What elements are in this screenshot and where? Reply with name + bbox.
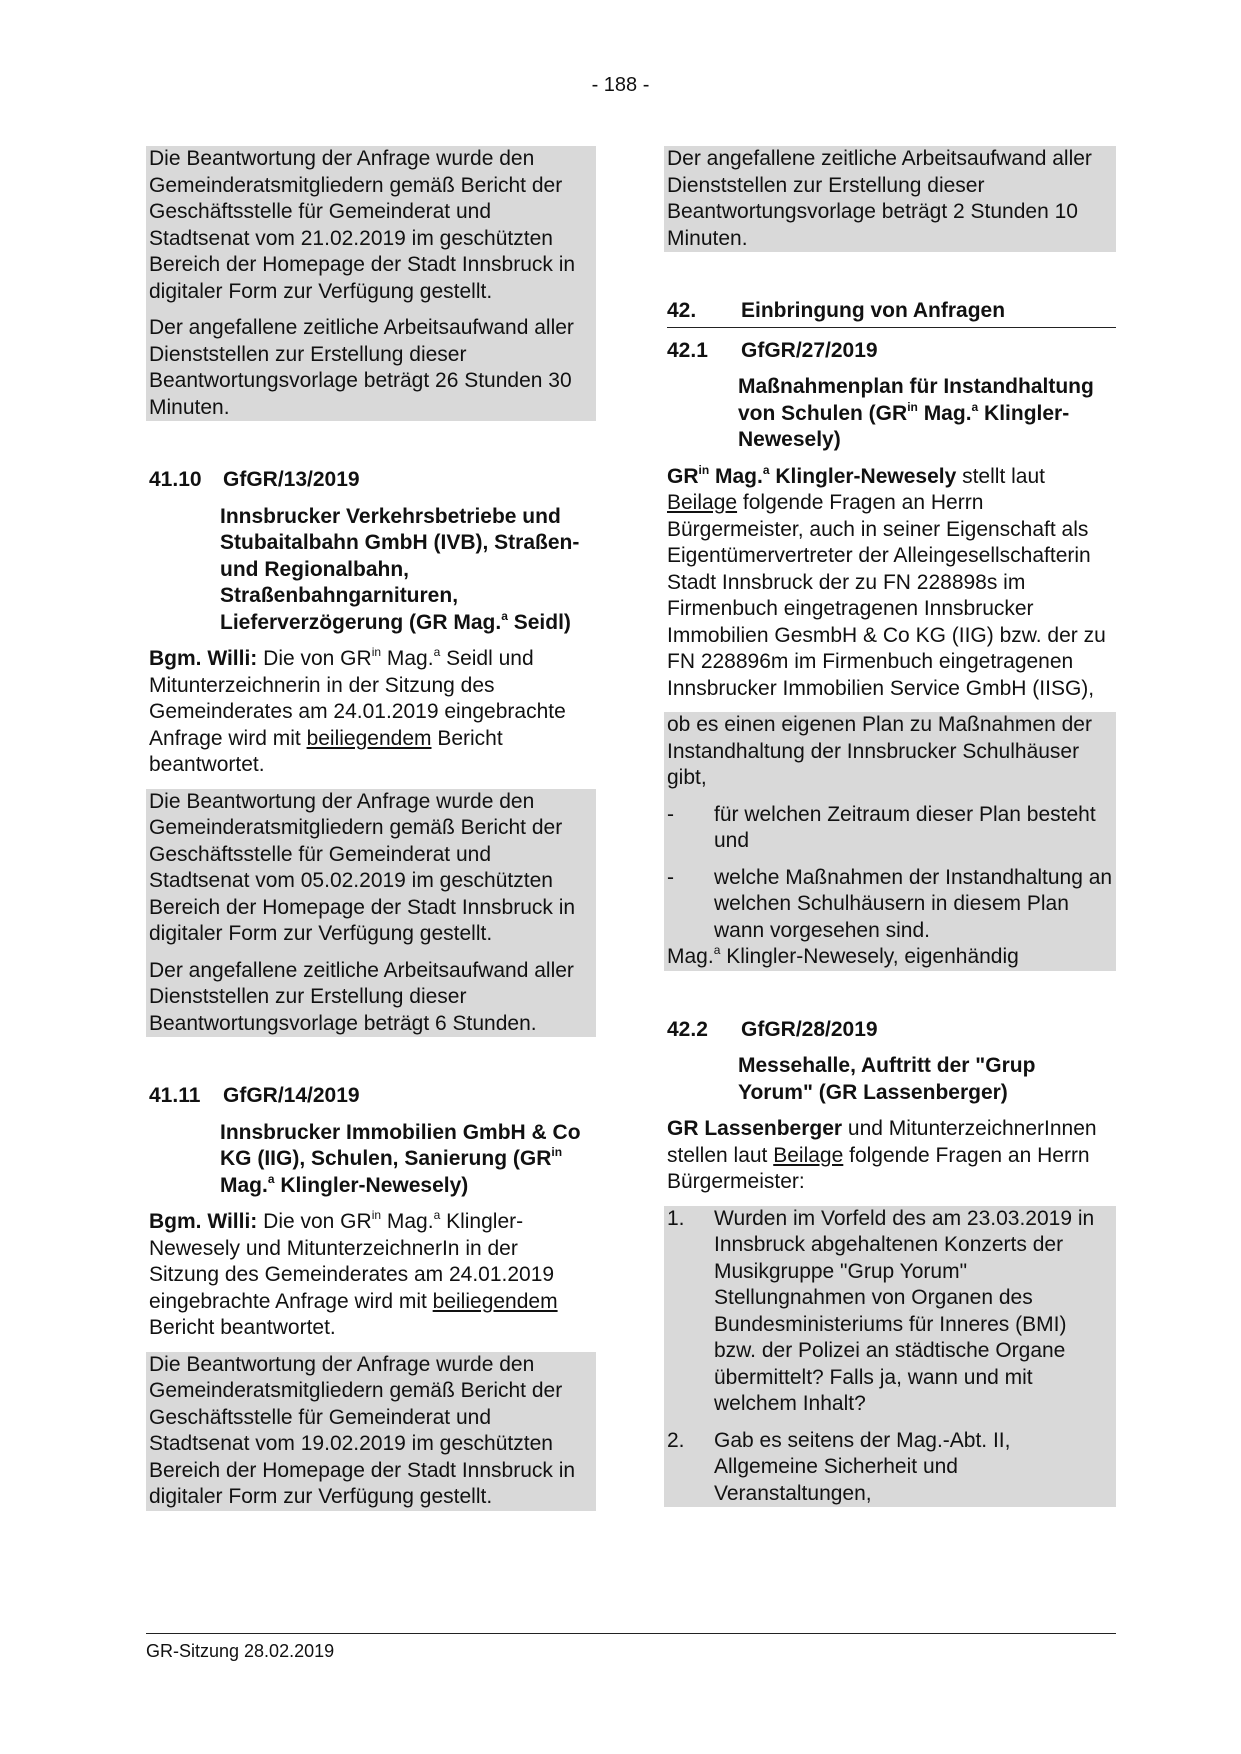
section-number: 42.1 <box>667 338 708 362</box>
chapter-number: 42. <box>667 299 697 322</box>
request-text: Bgm. Willi: Die von $GR^{in}$ Mag.$^a$ Klingler-Newesely und MitunterzeichnerIn in der Sitzung des Gemeinderates am 24.01.2019 eingebrachte Anfrage wird mit beiliegendem Bericht beantwortet. <box>149 1208 558 1339</box>
question-block <box>664 712 1116 971</box>
right-column <box>664 146 1116 1507</box>
section-header <box>667 1017 1116 1044</box>
request-text: $GR^{in}$ Mag.$^a$ Klingler-Newesely stellt laut Beilage folgende Fragen an Herrn Bürgermeister, auch in seiner Eigenschaft als Eigentümervertreter der Alleingesellschafterin Stadt Innsbruck der zu FN 228898s im Firmenbuch eingetragenen Innsbrucker Immobilien GesmbH & Co KG (IIG) bzw. der zu FN 228896m im Firmenbuch eingetragenen Innsbrucker Immobilien Service GmbH (IISG), <box>667 462 1106 700</box>
section-ref: GfGR/13/2019 <box>223 468 360 491</box>
question-text: Gab es seitens der Mag.-Abt. II, Allgemeine Sicherheit und Veranstaltungen, <box>714 1428 1011 1505</box>
page-number: - 188 - <box>591 74 650 96</box>
chapter-title: Einbringung von Anfragen <box>741 299 1006 322</box>
section-title: Messehalle, Auftritt der "Grup Yorum" (GR Lassenberger) <box>738 1054 1036 1104</box>
effort-text: Der angefallene zeitliche Arbeitsaufwand aller Dienststellen zur Erstellung dieser Beantwortungsvorlage beträgt 2 Stunden 10 Minuten. <box>667 147 1092 250</box>
list-item <box>667 802 1113 855</box>
answer-block <box>146 146 596 421</box>
answer-block <box>146 1352 596 1511</box>
left-column <box>146 146 596 1511</box>
enclosure-link[interactable]: Beilage <box>773 1143 844 1167</box>
section-title: Maßnahmenplan für Instandhaltung von Schulen ($GR^{in}$ Mag.$^a$ Klingler-Newesely) <box>738 375 1094 451</box>
request-text: Bgm. Willi: Die von $GR^{in}$ Mag.$^a$ Seidl und Mitunterzeichnerin in der Sitzung des Gemeinderates am 24.01.2019 eingebrachte Anfrage wird mit beiliegendem Bericht beantwortet. <box>149 645 566 776</box>
speaker: Bgm. Willi: <box>149 647 258 670</box>
numbered-question <box>667 1428 1113 1508</box>
section-header <box>149 467 596 494</box>
section-number: 41.11 <box>149 1084 201 1107</box>
answer-text: Die Beantwortung der Anfrage wurde den Gemeinderatsmitgliedern gemäß Bericht der Geschäftsstelle für Gemeinderat und Stadtsenat vom 05.02.2019 im geschützten Bereich der Homepage der Stadt Innsbruck in digitaler Form zur Verfügung gestellt. <box>149 789 576 945</box>
question-number: 1. <box>667 1206 685 1230</box>
question-text: Wurden im Vorfeld des am 23.03.2019 in Innsbruck abgehaltenen Konzerts der Musikgruppe "Grup Yorum" Stellungnahmen von Organen des Bundesministeriums für Inneres (BMI) bzw. der Polizei an städtische Organe übermittelt? Falls ja, wann und mit welchem Inhalt? <box>714 1206 1095 1415</box>
section-number: 41.10 <box>149 468 202 491</box>
question-intro: ob es einen eigenen Plan zu Maßnahmen der Instandhaltung der Innsbrucker Schulhäuser gibt, <box>667 713 1092 789</box>
answer-block <box>146 789 596 1038</box>
dash-bullet: - <box>667 802 674 826</box>
effort-block <box>664 146 1116 252</box>
answer-text: Die Beantwortung der Anfrage wurde den Gemeinderatsmitgliedern gemäß Bericht der Geschäftsstelle für Gemeinderat und Stadtsenat vom 19.02.2019 im geschützten Bereich der Homepage der Stadt Innsbruck in digitaler Form zur Verfügung gestellt. <box>149 1352 576 1508</box>
speaker: GR Lassenberger <box>667 1117 843 1140</box>
section-title: Innsbrucker Verkehrsbetriebe und Stubaitalbahn GmbH (IVB), Straßen- und Regionalbahn, Straßenbahngarnituren, Lieferverzögerung (GR Mag.$^a$ Seidl) <box>220 504 580 634</box>
list-item <box>667 865 1113 945</box>
section-number: 42.2 <box>667 1017 708 1041</box>
page-footer: GR-Sitzung 28.02.2019 <box>146 1633 1116 1665</box>
section-ref: GfGR/14/2019 <box>223 1084 360 1107</box>
question-number: 2. <box>667 1428 685 1452</box>
answer-text: Die Beantwortung der Anfrage wurde den Gemeinderatsmitgliedern gemäß Bericht der Geschäftsstelle für Gemeinderat und Stadtsenat vom 21.02.2019 im geschützten Bereich der Homepage der Stadt Innsbruck in digitaler Form zur Verfügung gestellt. <box>149 147 576 303</box>
dash-bullet: - <box>667 865 674 889</box>
request-text: GR Lassenberger und MitunterzeichnerInnen stellen laut Beilage folgende Fragen an Herrn Bürgermeister: <box>667 1117 1097 1193</box>
chapter-header <box>667 298 1116 328</box>
signature: Mag.$^a$ Klingler-Newesely, eigenhändig <box>667 943 1019 968</box>
speaker: $GR^{in}$ Mag.$^a$ Klingler-Newesely <box>667 462 957 488</box>
list-item-text: welche Maßnahmen der Instandhaltung an welchen Schulhäusern in diesem Plan wann vorgesehen sind. <box>714 865 1113 942</box>
section-ref: GfGR/28/2019 <box>741 1017 878 1041</box>
numbered-question <box>667 1206 1113 1418</box>
list-item-text: für welchen Zeitraum dieser Plan besteht und <box>714 802 1096 852</box>
question-block <box>664 1206 1116 1508</box>
enclosed-report-link[interactable]: beiliegendem <box>306 726 432 750</box>
effort-text: Der angefallene zeitliche Arbeitsaufwand aller Dienststellen zur Erstellung dieser Beantwortungsvorlage beträgt 26 Stunden 30 Minuten. <box>149 316 574 419</box>
section-ref: GfGR/27/2019 <box>741 338 878 362</box>
enclosure-link[interactable]: Beilage <box>667 491 738 514</box>
section-header <box>667 338 1116 365</box>
section-title: Innsbrucker Immobilien GmbH & Co KG (IIG), Schulen, Sanierung ($GR^{in}$ Mag.$^a$ Klingler-Newesely) <box>220 1120 581 1197</box>
section-header <box>149 1083 596 1110</box>
speaker: Bgm. Willi: <box>149 1210 258 1233</box>
enclosed-report-link[interactable]: beiliegendem <box>432 1289 558 1313</box>
effort-text: Der angefallene zeitliche Arbeitsaufwand aller Dienststellen zur Erstellung dieser Beantwortungsvorlage beträgt 6 Stunden. <box>149 958 574 1035</box>
